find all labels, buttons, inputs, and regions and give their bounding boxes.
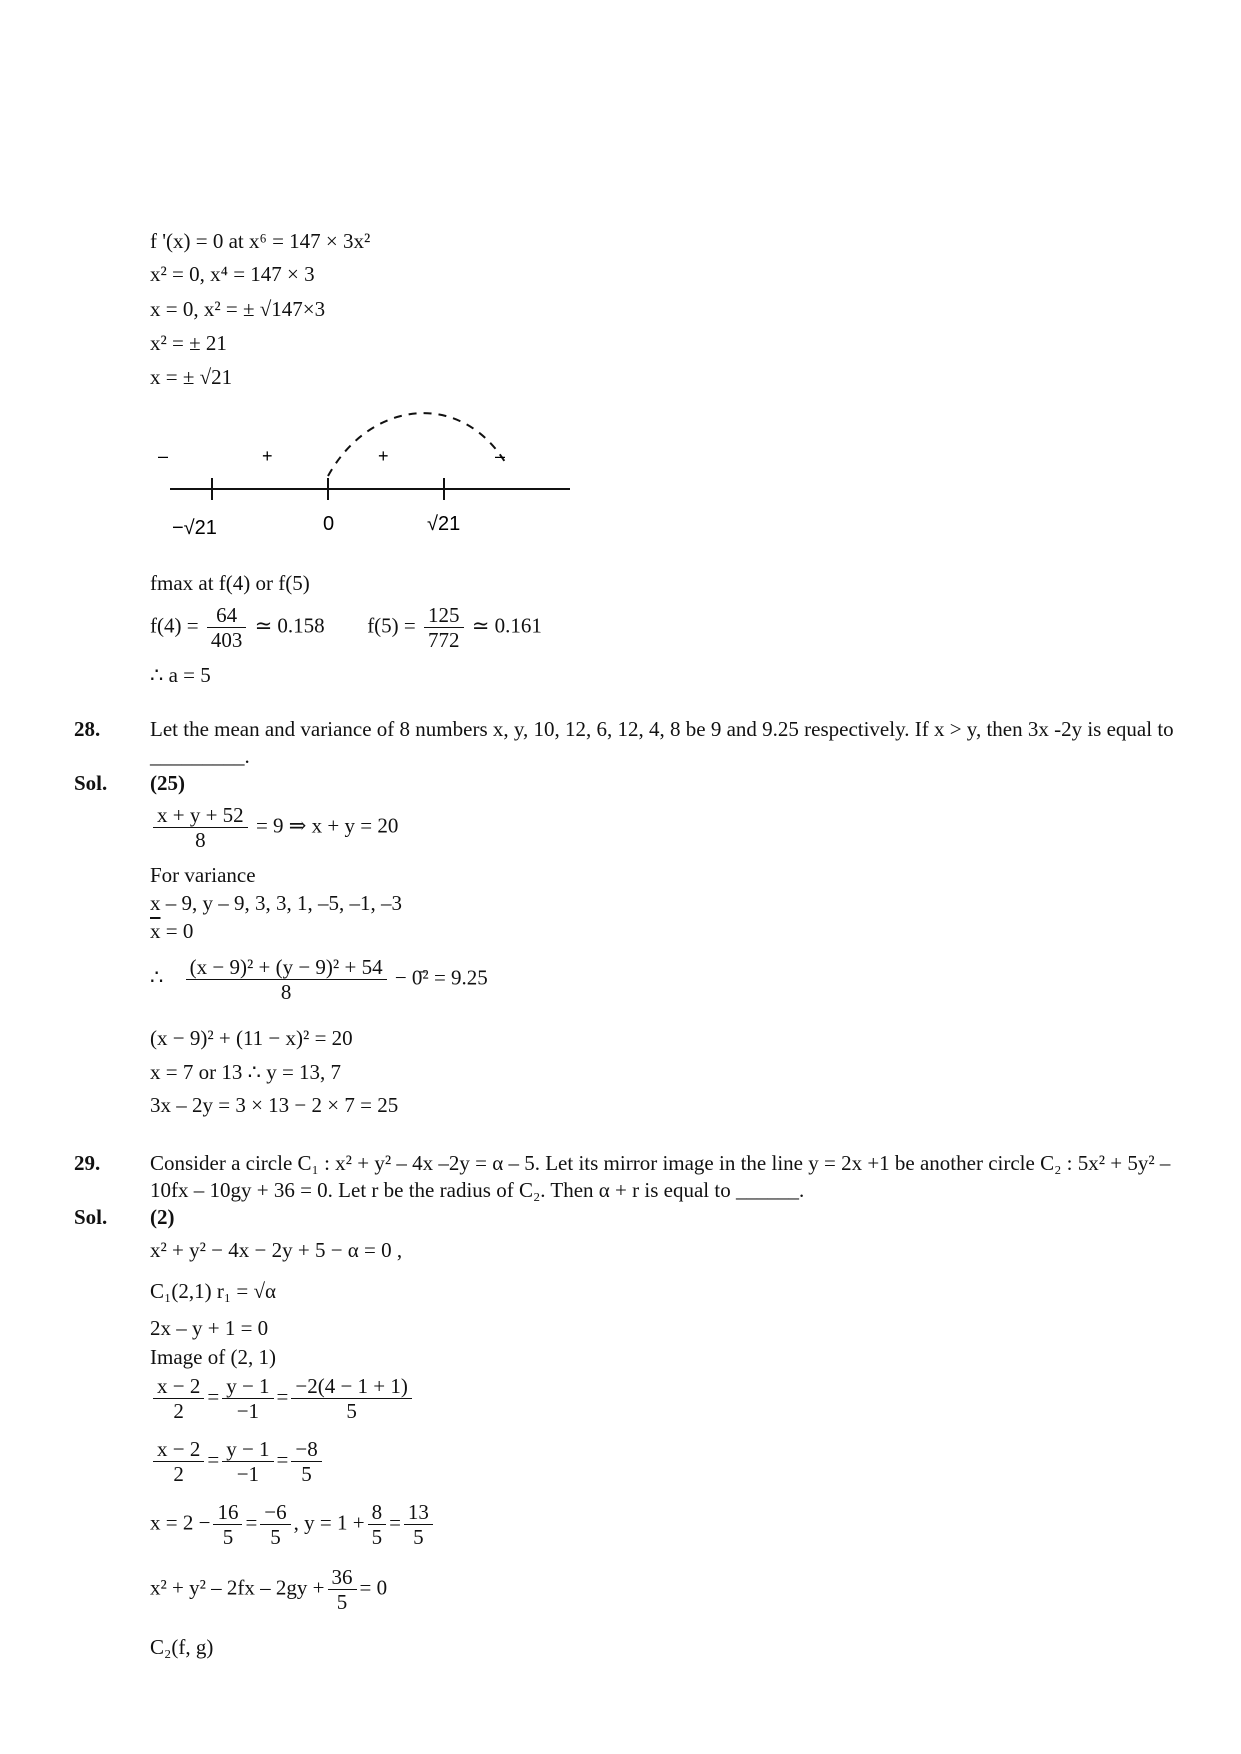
mean-deviation-line: $\overline{x} = 0$ — [150, 919, 194, 943]
label-neg-root21: −√21 — [172, 517, 217, 539]
image-coordinates-row: x = 2 − $\frac{16}{5}$ = $\frac{-6}{5}$ , y = 1 + $\frac{8}{5}$ = $\frac{13}{5}$ — [150, 1500, 436, 1549]
c2-center-line: C₂(f, g) — [150, 1635, 214, 1659]
equation-line: x = ± √21 — [150, 365, 233, 389]
conclusion-line: ∴ a = 5 — [150, 663, 211, 687]
dashed-curve — [328, 413, 505, 476]
f4-fraction: $\frac{64}{403}$ — [207, 603, 247, 652]
center-radius-line: C₁(2,1) r₁ = √α — [150, 1279, 276, 1303]
solution-label: Sol. — [74, 1205, 108, 1229]
final-answer-line: 3x – 2y = 3 × 13 − 2 × 7 = 25 — [150, 1093, 399, 1117]
f4-approx: ≃ 0.158 — [254, 613, 325, 638]
solution-values: x = 7 or 13 ∴ y = 13, 7 — [150, 1060, 342, 1084]
f4-label: f(4) = — [150, 613, 199, 638]
f5-approx: ≃ 0.161 — [471, 613, 542, 638]
sign-3: + — [378, 446, 389, 466]
question-text: Let the mean and variance of 8 numbers x, y, 10, 12, 6, 12, 4, 8 be 9 and 9.25 respectively. If x > y, then 3x -2y is equal to _________. — [150, 717, 1174, 768]
image-ratio-row-2: $\frac{x - 2}{2}$ = $\frac{y - 1}{-1}$ = $\frac{-8}{5}$ — [150, 1437, 325, 1486]
line-equation: 2x – y + 1 = 0 — [150, 1316, 269, 1340]
variance-heading: For variance — [150, 863, 256, 887]
answer: (2) — [150, 1205, 175, 1229]
fmax-line: fmax at f(4) or f(5) — [150, 571, 310, 595]
image-heading: Image of (2, 1) — [150, 1345, 276, 1369]
sign-diagram — [150, 390, 580, 550]
image-ratio-row-1: $\frac{x - 2}{2}$ = $\frac{y - 1}{-1}$ = $\frac{-2(4 - 1 + 1)}{5}$ — [150, 1374, 415, 1423]
mean-equation: $\frac{x + y + 52}{8}$ = 9 ⇒ x + y = 20 — [150, 803, 398, 852]
fmax-values — [150, 603, 542, 652]
c2-equation: x² + y² – 2fx – 2gy + $\frac{36}{5}$ = 0 — [150, 1565, 388, 1614]
equation-line: x² = 0, x⁴ = 147 × 3 — [150, 262, 315, 286]
solution-label: Sol. — [74, 771, 108, 795]
equation-line: x² = ± 21 — [150, 331, 227, 355]
answer: (25) — [150, 771, 185, 795]
variance-fraction: $\frac{\text{(x − 9)² + (y − 9)² + 54}}{8}$ — [186, 955, 387, 1004]
sign-4: – — [495, 446, 506, 466]
question-text: Consider a circle C₁ : x² + y² – 4x –2y = α – 5. Let its mirror image in the line y = 2x +1 be another circle C₂ : 5x² + 5y² –10fx – 10gy + 36 = 0. Let r be the radius of C₂. Then α + r is equal to ______. — [150, 1151, 1171, 1202]
mean-fraction: $\frac{x + y + 52}{8}$ — [153, 803, 248, 852]
question-number: 29. — [74, 1151, 101, 1175]
deviations-line: x – 9, y – 9, 3, 3, 1, –5, –1, –3 — [150, 891, 402, 915]
f5-fraction: $\frac{125}{772}$ — [424, 603, 464, 652]
derivative-line: f '(x) = 0 at x⁶ = 147 × 3x² — [150, 229, 371, 253]
label-zero: 0 — [323, 513, 335, 535]
sign-1: – — [158, 446, 169, 466]
f5-label: f(5) = — [367, 613, 416, 638]
question-number: 28. — [74, 717, 101, 741]
equation-line: (x − 9)² + (11 − x)² = 20 — [150, 1026, 353, 1050]
equation-line: x = 0, x² = ± √147×3 — [150, 297, 326, 321]
label-root21: √21 — [427, 513, 461, 535]
variance-equation: ∴ $\frac{\text{(x − 9)² + (y − 9)² + 54}}{8}$ − 0̄² = 9.25 — [150, 955, 488, 1004]
circle-equation: x² + y² − 4x − 2y + 5 − α = 0 , — [150, 1238, 403, 1262]
sign-2: + — [262, 446, 273, 466]
